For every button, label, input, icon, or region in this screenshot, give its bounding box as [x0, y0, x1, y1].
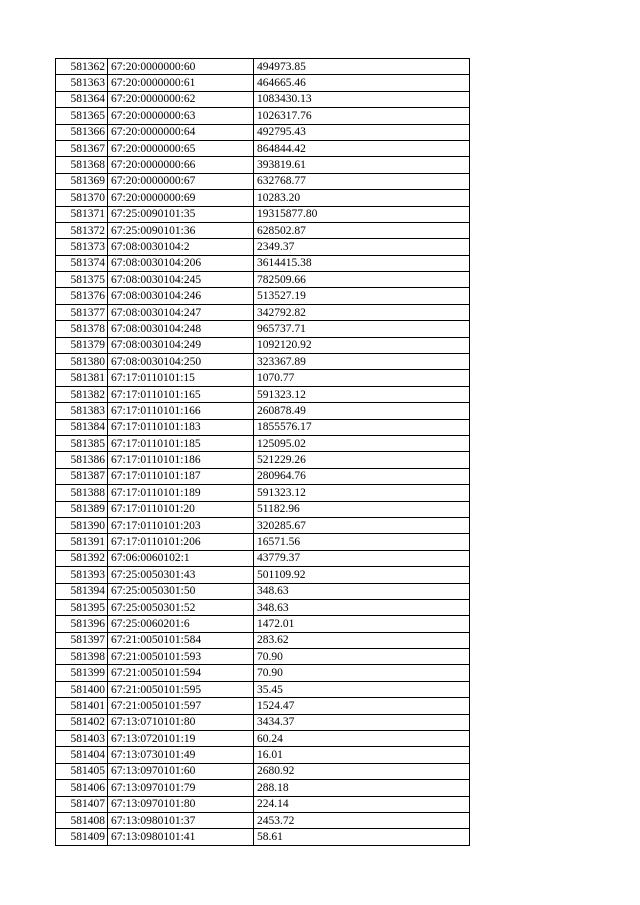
table-row: [56, 665, 470, 681]
value-cell: 3614415.38: [254, 255, 470, 271]
table-row: [56, 583, 470, 599]
row-number-cell: 581376: [56, 288, 108, 304]
table-row: [56, 649, 470, 665]
row-number-cell: 581400: [56, 681, 108, 697]
table-row: [56, 124, 470, 140]
value-cell: 260878.49: [254, 403, 470, 419]
cadastral-number-cell: 67:13:0970101:80: [108, 796, 254, 812]
cadastral-number-cell: 67:13:0730101:49: [108, 747, 254, 763]
cadastral-number-cell: 67:20:0000000:66: [108, 157, 254, 173]
row-number-cell: 581394: [56, 583, 108, 599]
cadastral-number-cell: 67:13:0970101:60: [108, 763, 254, 779]
table-row: [56, 304, 470, 320]
row-number-cell: 581374: [56, 255, 108, 271]
cadastral-number-cell: 67:17:0110101:166: [108, 403, 254, 419]
row-number-cell: 581377: [56, 304, 108, 320]
row-number-cell: 581401: [56, 698, 108, 714]
table-row: [56, 140, 470, 156]
table-row: [56, 157, 470, 173]
table-row: [56, 714, 470, 730]
value-cell: 494973.85: [254, 59, 470, 75]
row-number-cell: 581380: [56, 354, 108, 370]
value-cell: 591323.12: [254, 485, 470, 501]
row-number-cell: 581367: [56, 140, 108, 156]
table-row: [56, 698, 470, 714]
row-number-cell: 581385: [56, 435, 108, 451]
value-cell: 58.61: [254, 829, 470, 845]
row-number-cell: 581407: [56, 796, 108, 812]
value-cell: 393819.61: [254, 157, 470, 173]
row-number-cell: 581402: [56, 714, 108, 730]
row-number-cell: 581403: [56, 731, 108, 747]
row-number-cell: 581387: [56, 468, 108, 484]
table-row: [56, 321, 470, 337]
cadastral-number-cell: 67:08:0030104:246: [108, 288, 254, 304]
value-cell: 628502.87: [254, 222, 470, 238]
table-row: [56, 763, 470, 779]
row-number-cell: 581397: [56, 632, 108, 648]
cadastral-number-cell: 67:17:0110101:206: [108, 534, 254, 550]
value-cell: 782509.66: [254, 272, 470, 288]
value-cell: 70.90: [254, 649, 470, 665]
value-cell: 60.24: [254, 731, 470, 747]
row-number-cell: 581405: [56, 763, 108, 779]
table-row: [56, 812, 470, 828]
row-number-cell: 581371: [56, 206, 108, 222]
row-number-cell: 581368: [56, 157, 108, 173]
cadastral-number-cell: 67:25:0090101:36: [108, 222, 254, 238]
table-row: [56, 190, 470, 206]
cadastral-number-cell: 67:25:0060201:6: [108, 616, 254, 632]
row-number-cell: 581378: [56, 321, 108, 337]
value-cell: 3434.37: [254, 714, 470, 730]
value-cell: 70.90: [254, 665, 470, 681]
row-number-cell: 581396: [56, 616, 108, 632]
cadastral-number-cell: 67:13:0720101:19: [108, 731, 254, 747]
value-cell: 10283.20: [254, 190, 470, 206]
table-row: [56, 108, 470, 124]
row-number-cell: 581365: [56, 108, 108, 124]
table-row: [56, 747, 470, 763]
cadastral-number-cell: 67:08:0030104:247: [108, 304, 254, 320]
table-row: [56, 91, 470, 107]
cadastral-number-cell: 67:17:0110101:15: [108, 370, 254, 386]
value-cell: 280964.76: [254, 468, 470, 484]
table-row: [56, 796, 470, 812]
value-cell: 348.63: [254, 599, 470, 615]
value-cell: 288.18: [254, 780, 470, 796]
cadastral-number-cell: 67:08:0030104:245: [108, 272, 254, 288]
row-number-cell: 581390: [56, 517, 108, 533]
table-row: [56, 435, 470, 451]
row-number-cell: 581375: [56, 272, 108, 288]
value-cell: 283.62: [254, 632, 470, 648]
cadastral-number-cell: 67:08:0030104:250: [108, 354, 254, 370]
cadastral-number-cell: 67:20:0000000:62: [108, 91, 254, 107]
value-cell: 16.01: [254, 747, 470, 763]
row-number-cell: 581373: [56, 239, 108, 255]
row-number-cell: 581399: [56, 665, 108, 681]
row-number-cell: 581382: [56, 386, 108, 402]
table-row: [56, 419, 470, 435]
cadastral-number-cell: 67:13:0710101:80: [108, 714, 254, 730]
value-cell: 125095.02: [254, 435, 470, 451]
table-row: [56, 173, 470, 189]
row-number-cell: 581392: [56, 550, 108, 566]
row-number-cell: 581370: [56, 190, 108, 206]
table-row: [56, 272, 470, 288]
table-row: [56, 255, 470, 271]
table-row: [56, 731, 470, 747]
cadastral-number-cell: 67:17:0110101:165: [108, 386, 254, 402]
row-number-cell: 581393: [56, 567, 108, 583]
value-cell: 19315877.80: [254, 206, 470, 222]
value-cell: 501109.92: [254, 567, 470, 583]
value-cell: 348.63: [254, 583, 470, 599]
cadastral-number-cell: 67:20:0000000:69: [108, 190, 254, 206]
row-number-cell: 581381: [56, 370, 108, 386]
table-row: [56, 222, 470, 238]
value-cell: 513527.19: [254, 288, 470, 304]
value-cell: 965737.71: [254, 321, 470, 337]
row-number-cell: 581362: [56, 59, 108, 75]
value-cell: 323367.89: [254, 354, 470, 370]
value-cell: 1083430.13: [254, 91, 470, 107]
table-row: [56, 517, 470, 533]
table-row: [56, 468, 470, 484]
cadastral-number-cell: 67:20:0000000:63: [108, 108, 254, 124]
value-cell: 1026317.76: [254, 108, 470, 124]
cadastral-number-cell: 67:17:0110101:187: [108, 468, 254, 484]
cadastral-number-cell: 67:25:0050301:43: [108, 567, 254, 583]
row-number-cell: 581364: [56, 91, 108, 107]
table-row: [56, 452, 470, 468]
row-number-cell: 581391: [56, 534, 108, 550]
cadastral-number-cell: 67:21:0050101:597: [108, 698, 254, 714]
table-row: [56, 616, 470, 632]
row-number-cell: 581395: [56, 599, 108, 615]
cadastral-value-table: [55, 58, 470, 846]
cadastral-number-cell: 67:25:0050301:50: [108, 583, 254, 599]
row-number-cell: 581369: [56, 173, 108, 189]
table-row: [56, 59, 470, 75]
row-number-cell: 581408: [56, 812, 108, 828]
cadastral-number-cell: 67:08:0030104:248: [108, 321, 254, 337]
table-row: [56, 386, 470, 402]
cadastral-number-cell: 67:08:0030104:206: [108, 255, 254, 271]
value-cell: 224.14: [254, 796, 470, 812]
row-number-cell: 581366: [56, 124, 108, 140]
value-cell: 1070.77: [254, 370, 470, 386]
row-number-cell: 581406: [56, 780, 108, 796]
row-number-cell: 581404: [56, 747, 108, 763]
value-cell: 43779.37: [254, 550, 470, 566]
table-row: [56, 632, 470, 648]
cadastral-number-cell: 67:17:0110101:189: [108, 485, 254, 501]
table-row: [56, 780, 470, 796]
value-cell: 1472.01: [254, 616, 470, 632]
cadastral-number-cell: 67:06:0060102:1: [108, 550, 254, 566]
table-row: [56, 550, 470, 566]
table-row: [56, 567, 470, 583]
table-row: [56, 403, 470, 419]
table-row: [56, 534, 470, 550]
value-cell: 320285.67: [254, 517, 470, 533]
value-cell: 591323.12: [254, 386, 470, 402]
value-cell: 464665.46: [254, 75, 470, 91]
cadastral-number-cell: 67:20:0000000:61: [108, 75, 254, 91]
table-row: [56, 599, 470, 615]
cadastral-number-cell: 67:08:0030104:2: [108, 239, 254, 255]
row-number-cell: 581409: [56, 829, 108, 845]
table-row: [56, 75, 470, 91]
value-cell: 492795.43: [254, 124, 470, 140]
table-row: [56, 354, 470, 370]
row-number-cell: 581386: [56, 452, 108, 468]
table-row: [56, 370, 470, 386]
table-row: [56, 681, 470, 697]
value-cell: 2453.72: [254, 812, 470, 828]
cadastral-number-cell: 67:20:0000000:60: [108, 59, 254, 75]
value-cell: 521229.26: [254, 452, 470, 468]
row-number-cell: 581384: [56, 419, 108, 435]
table-row: [56, 485, 470, 501]
row-number-cell: 581389: [56, 501, 108, 517]
row-number-cell: 581379: [56, 337, 108, 353]
value-cell: 2680.92: [254, 763, 470, 779]
row-number-cell: 581383: [56, 403, 108, 419]
table-row: [56, 337, 470, 353]
cadastral-number-cell: 67:20:0000000:67: [108, 173, 254, 189]
cadastral-number-cell: 67:17:0110101:186: [108, 452, 254, 468]
cadastral-number-cell: 67:13:0980101:41: [108, 829, 254, 845]
cadastral-number-cell: 67:13:0980101:37: [108, 812, 254, 828]
value-cell: 1092120.92: [254, 337, 470, 353]
row-number-cell: 581363: [56, 75, 108, 91]
value-cell: 1524.47: [254, 698, 470, 714]
table-row: [56, 288, 470, 304]
cadastral-number-cell: 67:21:0050101:594: [108, 665, 254, 681]
cadastral-number-cell: 67:25:0090101:35: [108, 206, 254, 222]
value-cell: 2349.37: [254, 239, 470, 255]
cadastral-number-cell: 67:17:0110101:183: [108, 419, 254, 435]
table-row: [56, 239, 470, 255]
table-row: [56, 829, 470, 845]
cadastral-number-cell: 67:13:0970101:79: [108, 780, 254, 796]
cadastral-number-cell: 67:21:0050101:595: [108, 681, 254, 697]
cadastral-number-cell: 67:25:0050301:52: [108, 599, 254, 615]
cadastral-number-cell: 67:08:0030104:249: [108, 337, 254, 353]
cadastral-number-cell: 67:20:0000000:64: [108, 124, 254, 140]
value-cell: 16571.56: [254, 534, 470, 550]
table-row: [56, 501, 470, 517]
value-cell: 632768.77: [254, 173, 470, 189]
cadastral-number-cell: 67:20:0000000:65: [108, 140, 254, 156]
row-number-cell: 581388: [56, 485, 108, 501]
value-cell: 1855576.17: [254, 419, 470, 435]
value-cell: 342792.82: [254, 304, 470, 320]
row-number-cell: 581372: [56, 222, 108, 238]
table-body: [56, 59, 470, 846]
value-cell: 51182.96: [254, 501, 470, 517]
cadastral-number-cell: 67:17:0110101:20: [108, 501, 254, 517]
value-cell: 35.45: [254, 681, 470, 697]
cadastral-number-cell: 67:21:0050101:593: [108, 649, 254, 665]
row-number-cell: 581398: [56, 649, 108, 665]
cadastral-number-cell: 67:21:0050101:584: [108, 632, 254, 648]
value-cell: 864844.42: [254, 140, 470, 156]
cadastral-number-cell: 67:17:0110101:203: [108, 517, 254, 533]
table-row: [56, 206, 470, 222]
cadastral-number-cell: 67:17:0110101:185: [108, 435, 254, 451]
